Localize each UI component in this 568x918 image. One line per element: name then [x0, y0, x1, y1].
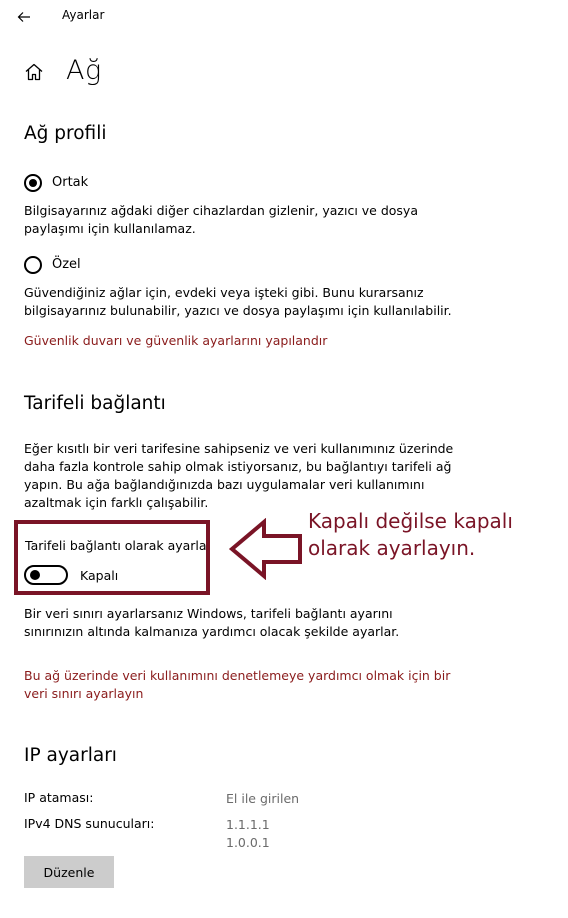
back-arrow-icon: [17, 11, 31, 23]
metered-toggle-label: Tarifeli bağlantı olarak ayarla: [25, 538, 207, 553]
data-limit-link[interactable]: Bu ağ üzerinde veri kullanımını denetlemeye yardımcı olmak için bir veri sınırı ayarlayın: [24, 668, 451, 701]
firewall-settings-link[interactable]: Güvenlik duvarı ve güvenlik ayarlarını yapılandır: [24, 333, 328, 348]
network-profile-heading: Ağ profili: [24, 123, 107, 144]
ip-assignment-value: El ile girilen: [226, 791, 300, 806]
app-title: Ayarlar: [62, 8, 105, 22]
annotation-arrow-icon: [228, 518, 304, 580]
public-description: Bilgisayarınız ağdaki diğer cihazlardan gizlenir, yazıcı ve dosya paylaşımı için kullanılamaz.: [24, 203, 418, 236]
dns-secondary-value: 1.0.0.1: [226, 835, 270, 850]
back-button[interactable]: [10, 6, 38, 28]
home-button[interactable]: [22, 60, 46, 84]
annotation-text: Kapalı değilse kapalı olarak ayarlayın.: [308, 509, 513, 560]
ip-settings-heading: IP ayarları: [24, 745, 117, 766]
edit-button[interactable]: Düzenle: [24, 856, 114, 888]
radio-selected-dot: [29, 179, 37, 187]
data-limit-description: Bir veri sınırı ayarlarsanız Windows, tarifeli bağlantı ayarını sınırınızın altında kalmanıza yardımcı olacak şekilde ayarlar.: [24, 606, 400, 639]
dns-servers-label: IPv4 DNS sunucuları:: [24, 816, 155, 831]
page-title: Ağ: [66, 55, 102, 86]
toggle-knob: [30, 570, 40, 580]
ip-assignment-label: IP ataması:: [24, 790, 94, 805]
radio-private[interactable]: [24, 256, 42, 274]
radio-private-label[interactable]: Özel: [52, 257, 81, 272]
private-description: Güvendiğiniz ağlar için, evdeki veya işteki gibi. Bunu kurarsanız bilgisayarınız bulunabilir, yazıcı ve dosya paylaşımı için kullanılabilir.: [24, 285, 452, 318]
home-icon: [24, 62, 44, 82]
dns-primary-value: 1.1.1.1: [226, 817, 270, 832]
metered-description: Eğer kısıtlı bir veri tarifesine sahipseniz ve veri kullanımınız üzerinde daha fazla kontrole sahip olmak istiyorsanız, bu bağlantıyı tarifeli ağ yapın. Bu ağa bağlandığınızda bazı uygulamalar veri kullanımını azaltmak için farklı çalışabilir.: [24, 441, 454, 510]
metered-connection-heading: Tarifeli bağlantı: [24, 393, 166, 414]
metered-toggle-state: Kapalı: [80, 568, 119, 583]
metered-toggle[interactable]: [24, 565, 68, 585]
radio-public-label[interactable]: Ortak: [52, 175, 89, 190]
radio-public[interactable]: [24, 174, 42, 192]
